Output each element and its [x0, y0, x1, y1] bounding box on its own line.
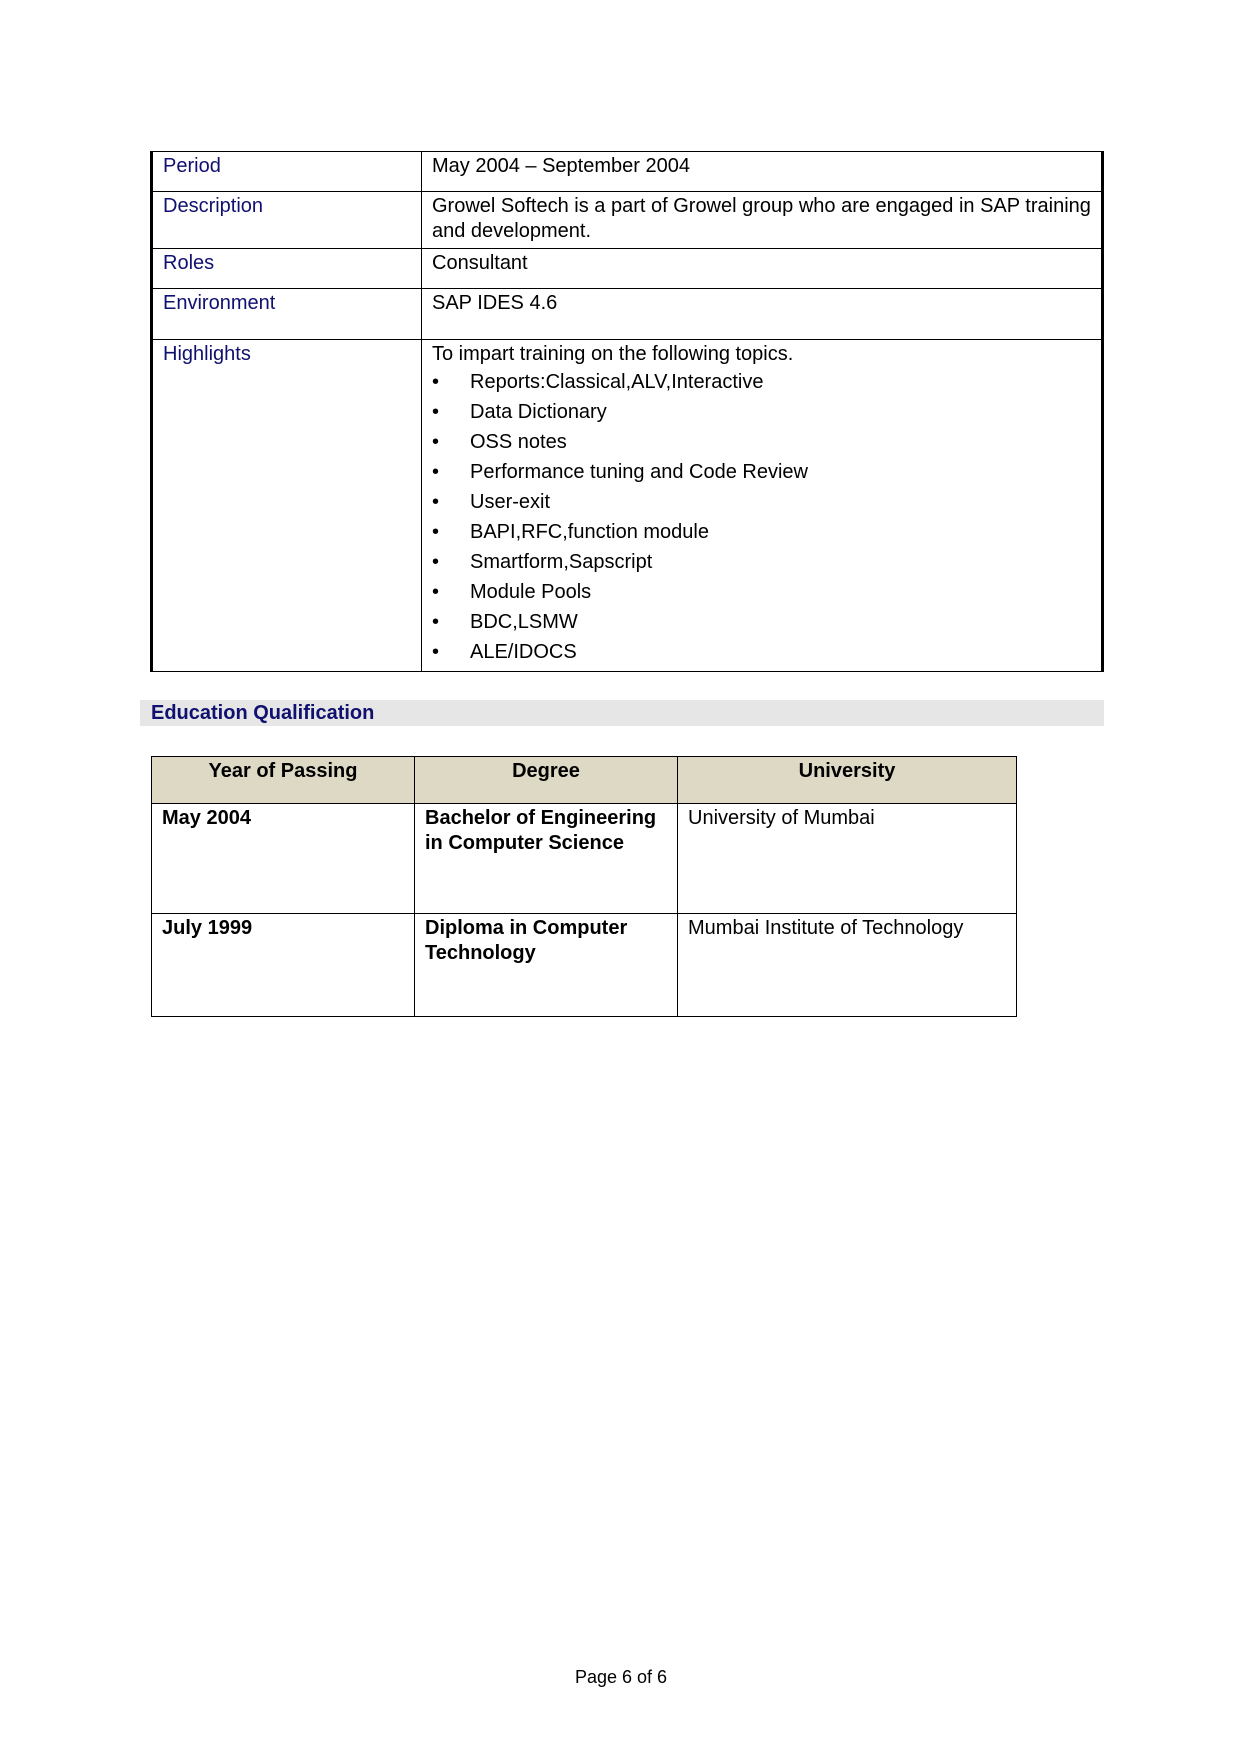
bullet-icon: • [432, 551, 440, 573]
highlights-value [422, 340, 1103, 672]
university-cell: Mumbai Institute of Technology [678, 914, 1017, 1017]
year-cell: July 1999 [152, 914, 415, 1017]
column-header-year: Year of Passing [152, 757, 415, 804]
list-item [432, 517, 1091, 547]
list-item-text: Module Pools [470, 581, 592, 603]
bullet-icon: • [432, 371, 440, 393]
list-item-text: Performance tuning and Code Review [470, 461, 808, 483]
bullet-icon: • [432, 641, 440, 663]
project-row-environment [152, 289, 1103, 340]
list-item [432, 547, 1091, 577]
list-item-text: OSS notes [470, 431, 567, 453]
bullet-icon: • [432, 401, 440, 423]
period-value: May 2004 – September 2004 [422, 152, 1103, 192]
list-item-text: BDC,LSMW [470, 611, 578, 633]
environment-value: SAP IDES 4.6 [422, 289, 1103, 340]
list-item [432, 397, 1091, 427]
project-row-description [152, 192, 1103, 249]
table-row [152, 914, 1017, 1017]
period-label: Period [152, 152, 422, 192]
bullet-icon: • [432, 611, 440, 633]
bullet-icon: • [432, 581, 440, 603]
bullet-icon: • [432, 461, 440, 483]
list-item-text: ALE/IDOCS [470, 641, 577, 663]
list-item [432, 637, 1091, 667]
column-header-university: University [678, 757, 1017, 804]
university-cell: University of Mumbai [678, 804, 1017, 914]
degree-cell: Diploma in Computer Technology [415, 914, 678, 1017]
highlights-label: Highlights [152, 340, 422, 672]
education-table [151, 756, 1017, 1017]
column-header-degree: Degree [415, 757, 678, 804]
list-item-text: User-exit [470, 491, 551, 513]
degree-cell: Bachelor of Engineering in Computer Science [415, 804, 678, 914]
highlights-list [432, 367, 1091, 667]
project-row-highlights [152, 340, 1103, 672]
bullet-icon: • [432, 431, 440, 453]
environment-label: Environment [152, 289, 422, 340]
project-row-roles [152, 249, 1103, 289]
list-item-text: Smartform,Sapscript [470, 551, 653, 573]
list-item [432, 427, 1091, 457]
page-number: Page 6 of 6 [574, 1667, 668, 1687]
roles-value: Consultant [422, 249, 1103, 289]
list-item-text: Data Dictionary [470, 401, 607, 423]
list-item [432, 487, 1091, 517]
list-item [432, 577, 1091, 607]
year-cell: May 2004 [152, 804, 415, 914]
bullet-icon: • [432, 491, 440, 513]
table-row [152, 804, 1017, 914]
project-details-table [150, 151, 1104, 672]
education-section-header [140, 700, 1104, 726]
education-header-row [152, 757, 1017, 804]
roles-label: Roles [152, 249, 422, 289]
description-value: Growel Softech is a part of Growel group who are engaged in SAP training and development. [422, 192, 1103, 249]
list-item-text: Reports:Classical,ALV,Interactive [470, 371, 764, 393]
highlights-intro: To impart training on the following topics. [432, 343, 794, 365]
project-row-period [152, 152, 1103, 192]
education-section-title: Education Qualification [151, 702, 375, 724]
list-item [432, 367, 1091, 397]
list-item [432, 607, 1091, 637]
bullet-icon: • [432, 521, 440, 543]
list-item-text: BAPI,RFC,function module [470, 521, 709, 543]
description-label: Description [152, 192, 422, 249]
list-item [432, 457, 1091, 487]
